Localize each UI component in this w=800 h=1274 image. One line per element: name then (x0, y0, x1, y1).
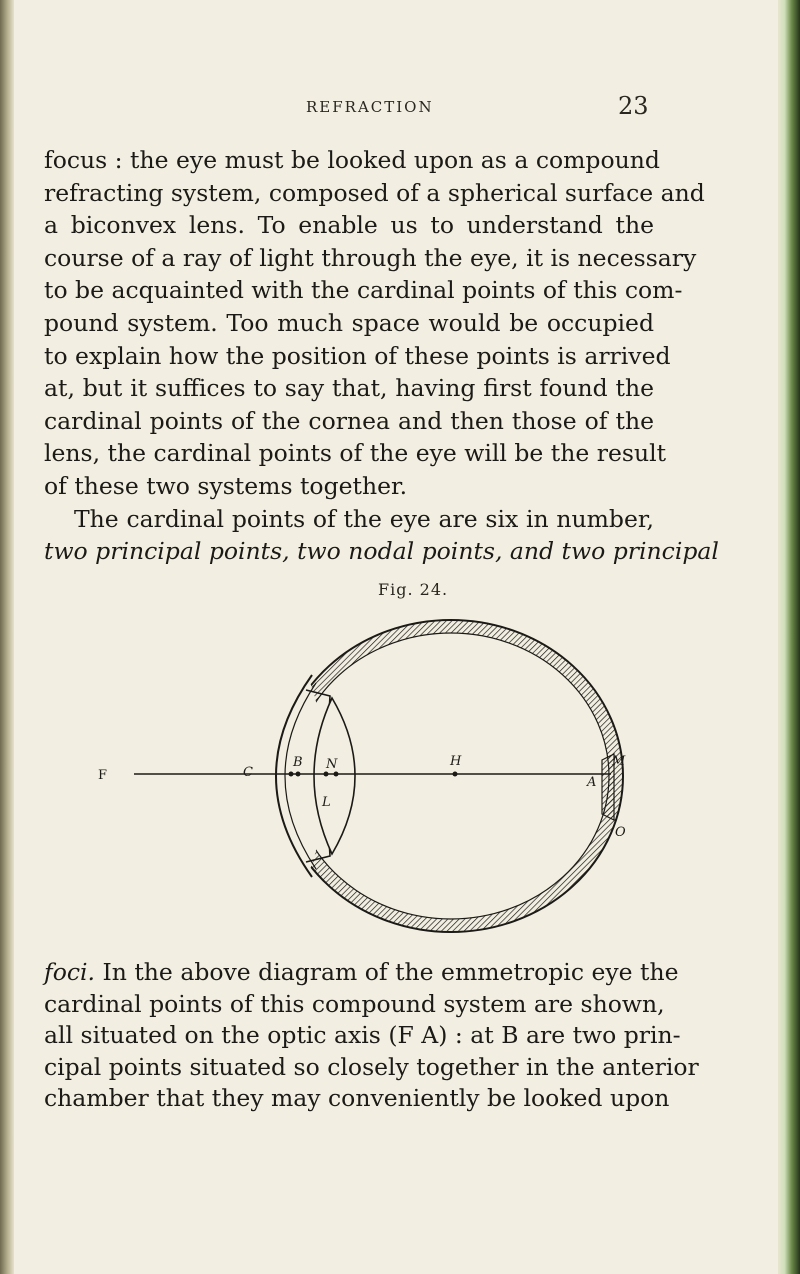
label-m: M (612, 754, 626, 769)
text-line: focus : the eye must be looked upon as a compound (44, 146, 660, 174)
nodal-point-dot (334, 772, 339, 777)
label-c: C (243, 765, 253, 780)
italic-lead: foci. (44, 958, 95, 986)
text-line: course of a ray of light through the eye, it is necessary (44, 243, 697, 272)
body-text-top (44, 144, 719, 568)
principal-point-dot (296, 772, 301, 777)
text-line: of these two systems together. (44, 471, 408, 500)
text-line-rest: In the above diagram of the emmetropic eye the (95, 958, 679, 986)
nodal-point-dot (324, 772, 329, 777)
label-a: A (587, 775, 597, 790)
text-line: at, but it suffices to say that, having first found the (44, 374, 654, 403)
label-b: B (293, 755, 303, 770)
label-l: L (322, 795, 331, 810)
label-o: O (615, 825, 626, 840)
book-page (14, 0, 778, 1274)
text-line: refracting system, composed of a spherical surface and (44, 178, 705, 207)
label-f: F (98, 768, 108, 783)
text-line: cardinal points of the cornea and then those of the (44, 406, 654, 435)
label-n: N (326, 757, 338, 772)
running-head: REFRACTION (306, 98, 434, 116)
text-line: pound system. Too much space would be occupied (44, 308, 654, 337)
page-number: 23 (618, 92, 649, 120)
text-line: to explain how the position of these points is arrived (44, 341, 671, 370)
text-line: cipal points situated so closely together in the anterior (44, 1052, 699, 1081)
text-line: chamber that they may conveniently be looked upon (44, 1084, 670, 1113)
text-line-italic: two principal points, two nodal points, and two principal (44, 537, 719, 566)
body-text-bottom (44, 957, 699, 1115)
text-line: all situated on the optic axis (F A) : at B are two prin- (44, 1021, 681, 1050)
text-line: The cardinal points of the eye are six in number, (74, 504, 654, 533)
book-edge-right (778, 0, 800, 1274)
focal-point-dot (453, 772, 458, 777)
text-line: to be acquainted with the cardinal points of this com- (44, 276, 683, 305)
text-line: cardinal points of this compound system are shown, (44, 989, 665, 1018)
text-line (44, 957, 679, 989)
text-line: a biconvex lens. To enable us to understand the (44, 211, 654, 240)
eye-diagram (14, 600, 778, 950)
label-h: H (450, 754, 462, 769)
principal-point-dot (289, 772, 294, 777)
figure-caption: Fig. 24. (378, 580, 449, 599)
text-line: lens, the cardinal points of the eye will be the result (44, 439, 667, 468)
book-gutter-left (0, 0, 14, 1274)
